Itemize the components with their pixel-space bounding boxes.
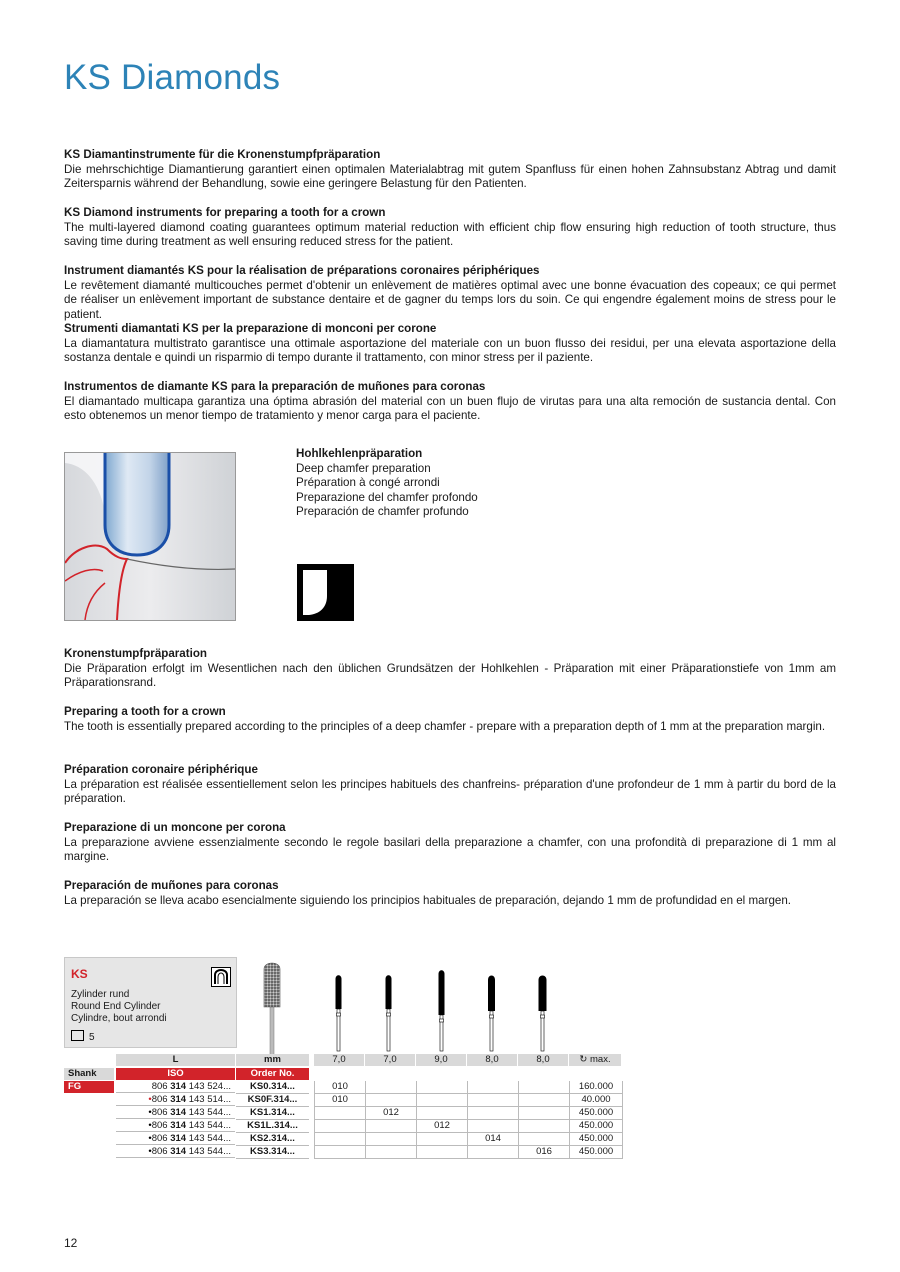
size-cell — [518, 1120, 569, 1133]
caption-line: Preparación de chamfer profundo — [296, 505, 469, 519]
iso-prefix: 806 — [151, 1094, 171, 1105]
header-length-value: 7,0 — [314, 1054, 364, 1066]
text-section — [64, 380, 836, 424]
caption-line: Préparation à congé arrondi — [296, 476, 440, 490]
availability-bullet: • — [148, 1120, 152, 1131]
section-heading: KS Diamond instruments for preparing a tooth for a crown — [64, 206, 386, 219]
iso-shape-code: 314 — [170, 1107, 187, 1118]
header-length-value: 9,0 — [416, 1054, 466, 1066]
iso-number — [116, 1146, 235, 1158]
section-text: La preparazione avviene essenzialmente secondo le regole basilari della preparazione a chamfer, con una profondità di preparazione di 1 mm al margine. — [64, 835, 836, 864]
order-number: KS2.314... — [236, 1133, 309, 1146]
product-code: KS — [71, 967, 88, 981]
pack-quantity — [71, 1030, 95, 1043]
size-cell — [518, 1133, 569, 1146]
header-mm: mm — [236, 1054, 309, 1066]
section-heading: Instrumentos de diamante KS para la preparación de muñones para coronas — [64, 380, 486, 393]
max-speed: 450.000 — [569, 1146, 623, 1159]
section-text: The tooth is essentially prepared according to the principles of a deep chamfer - prepare with a preparation depth of 1 mm at the preparation margin. — [64, 719, 826, 733]
iso-number — [116, 1133, 235, 1145]
iso-suffix: 143 524... — [186, 1081, 231, 1092]
max-speed: 450.000 — [569, 1120, 623, 1133]
section-heading: Kronenstumpfpräparation — [64, 647, 207, 660]
availability-bullet: • — [148, 1094, 152, 1105]
text-section — [64, 148, 836, 192]
text-section — [64, 821, 836, 865]
section-heading: Strumenti diamantati KS per la preparazione di monconi per corone — [64, 322, 437, 335]
iso-prefix: 806 — [151, 1146, 171, 1157]
product-name-fr: Cylindre, bout arrondi — [71, 1013, 167, 1024]
header-max-speed — [569, 1054, 621, 1066]
order-number: KS3.314... — [236, 1146, 309, 1159]
page-title: KS Diamonds — [64, 58, 281, 97]
text-section — [64, 647, 836, 691]
product-names — [71, 989, 167, 1025]
header-length-value: 8,0 — [467, 1054, 517, 1066]
bur-ks3 — [539, 976, 547, 1052]
header-length-value: 7,0 — [365, 1054, 415, 1066]
section-text: Die Präparation erfolgt im Wesentlichen nach den üblichen Grundsätzen der Hohlkehlen - Präparation mit einer Präparationstiefe von 1mm am Präparationsrand. — [64, 661, 836, 690]
iso-number — [116, 1107, 235, 1119]
section-heading: Preparazione di un moncone per corona — [64, 821, 286, 834]
iso-label: ISO — [116, 1068, 235, 1080]
bur-ks1 — [386, 975, 392, 1051]
max-speed: 450.000 — [569, 1107, 623, 1120]
section-heading: Preparing a tooth for a crown — [64, 705, 226, 718]
iso-prefix: 806 — [151, 1081, 171, 1092]
size-cell — [314, 1120, 365, 1133]
size-cell — [365, 1120, 416, 1133]
chamfer-symbol-icon — [297, 564, 354, 621]
iso-prefix: 806 — [151, 1120, 171, 1131]
text-section — [64, 763, 836, 807]
size-cell — [365, 1146, 416, 1159]
order-number: KS1.314... — [236, 1107, 309, 1120]
size-cell — [365, 1081, 416, 1094]
size-cell: 012 — [365, 1107, 416, 1120]
section-text: La préparation est réalisée essentiellement selon les principes habituels des chanfreins- préparation d'une profondeur de 1 mm à partir du bord de la préparation. — [64, 777, 836, 806]
iso-number — [116, 1120, 235, 1132]
availability-bullet: • — [148, 1133, 152, 1144]
iso-suffix: 143 544... — [186, 1146, 231, 1157]
section-text: The multi-layered diamond coating guarantees optimum material reduction with efficient chip flow ensuring high reduction of tooth structure, thus saving time during treatment as well ensuring reduced stress for the patient. — [64, 220, 836, 249]
size-cell — [467, 1120, 518, 1133]
size-cell: 012 — [416, 1120, 467, 1133]
section-heading: Preparación de muñones para coronas — [64, 879, 279, 892]
size-cell — [467, 1094, 518, 1107]
text-section — [64, 322, 836, 366]
page-number: 12 — [64, 1236, 78, 1250]
max-speed: 160.000 — [569, 1081, 623, 1094]
bur-ks2 — [488, 976, 495, 1052]
size-cell — [467, 1081, 518, 1094]
caption-title: Hohlkehlenpräparation — [296, 447, 423, 460]
pack-count: 5 — [89, 1032, 95, 1043]
max-label: max. — [590, 1054, 611, 1065]
iso-shape-code: 314 — [170, 1133, 187, 1144]
section-text: Le revêtement diamanté multicouches permet d'obtenir un enlèvement de matières optimal avec une bonne évacuation des copeaux; ce qui permet de réaliser un enlèvement important de substance dentaire et de gagner du temps lors du soin. Ce qui engendre également moins de stress pour le patient. — [64, 278, 836, 321]
section-heading: Préparation coronaire périphérique — [64, 763, 258, 776]
caption-line: Preparazione del chamfer profondo — [296, 490, 478, 504]
order-number: KS1L.314... — [236, 1120, 309, 1133]
section-text: El diamantado multicapa garantiza una óptima abrasión del material con un buen flujo de virutas para una alta remoción de sustancia dental. Con esto obtenemos un menor tiempo de tratamiento y menor carga para el paciente. — [64, 394, 836, 423]
iso-shape-code: 314 — [170, 1146, 187, 1157]
iso-prefix: 806 — [151, 1133, 171, 1144]
size-cell — [365, 1094, 416, 1107]
size-cell — [518, 1107, 569, 1120]
iso-prefix: 806 — [151, 1107, 171, 1118]
order-number: KS0F.314... — [236, 1094, 309, 1107]
size-cell — [518, 1094, 569, 1107]
text-section — [64, 705, 836, 734]
figure-caption — [296, 447, 478, 520]
header-length-value: 8,0 — [518, 1054, 568, 1066]
availability-bullet: • — [148, 1146, 152, 1157]
rotation-icon: ↻ — [579, 1054, 590, 1065]
caption-line: Deep chamfer preparation — [296, 461, 431, 475]
text-section — [64, 206, 836, 250]
iso-number — [116, 1094, 235, 1106]
size-cell — [365, 1133, 416, 1146]
iso-suffix: 143 514... — [186, 1094, 231, 1105]
shank-label: Shank — [64, 1068, 114, 1080]
section-heading: KS Diamantinstrumente für die Kronenstumpfpräparation — [64, 148, 381, 161]
size-cell — [416, 1107, 467, 1120]
iso-number — [116, 1081, 235, 1093]
iso-shape-code: 314 — [170, 1120, 187, 1131]
size-cell — [416, 1094, 467, 1107]
section-heading: Instrument diamantés KS pour la réalisation de préparations coronaires périphériques — [64, 264, 540, 277]
section-text: La preparación se lleva acabo esencialmente siguiendo los principios habituales de preparación, dejando 1 mm de profundidad en el margen. — [64, 893, 792, 907]
bur-ks1l — [439, 970, 445, 1051]
bur-illustrations — [250, 957, 630, 1057]
size-cell — [518, 1081, 569, 1094]
text-section — [64, 879, 836, 908]
fg-label: FG — [64, 1081, 114, 1093]
iso-shape-code: 314 — [170, 1081, 187, 1092]
max-speed: 40.000 — [569, 1094, 623, 1107]
size-cell: 014 — [467, 1133, 518, 1146]
size-cell — [416, 1146, 467, 1159]
iso-suffix: 143 544... — [186, 1107, 231, 1118]
size-cell — [314, 1133, 365, 1146]
section-text: Die mehrschichtige Diamantierung garantiert einen optimalen Materialabtrag mit gutem Spanfluss für einen hohen Zahnsubstanz Abtrag und damit Zeitersparnis während der Behandlung, sowie eine geringere Belastung für den Patienten. — [64, 162, 836, 191]
bur-ks0 — [336, 975, 342, 1051]
size-cell: 016 — [518, 1146, 569, 1159]
size-cell — [416, 1081, 467, 1094]
iso-suffix: 143 544... — [186, 1133, 231, 1144]
tooth-preparation-illustration — [64, 452, 236, 621]
section-text: La diamantatura multistrato garantisce una ottimale asportazione del materiale con un buon flusso dei residui, per una elevata asportazione della sostanza dentale e quindi un risparmio di tempo durante il trattamento, con minor stress per il paziente. — [64, 336, 836, 365]
product-name-de: Zylinder rund — [71, 989, 130, 1000]
size-cell — [467, 1107, 518, 1120]
crown-shape-icon — [211, 967, 231, 987]
max-speed: 450.000 — [569, 1133, 623, 1146]
order-label: Order No. — [236, 1068, 309, 1080]
iso-suffix: 143 544... — [186, 1120, 231, 1131]
size-cell: 010 — [314, 1081, 365, 1094]
large-bur-photo — [264, 963, 280, 1057]
product-info-box — [64, 957, 237, 1048]
iso-shape-code: 314 — [170, 1094, 187, 1105]
size-cell — [314, 1146, 365, 1159]
size-cell — [416, 1133, 467, 1146]
header-length: L — [116, 1054, 235, 1066]
text-section — [64, 264, 836, 322]
pack-icon — [71, 1030, 84, 1041]
product-name-en: Round End Cylinder — [71, 1001, 161, 1012]
size-cell — [467, 1146, 518, 1159]
size-cell — [314, 1107, 365, 1120]
order-number: KS0.314... — [236, 1081, 309, 1094]
size-cell: 010 — [314, 1094, 365, 1107]
availability-bullet: • — [148, 1107, 152, 1118]
